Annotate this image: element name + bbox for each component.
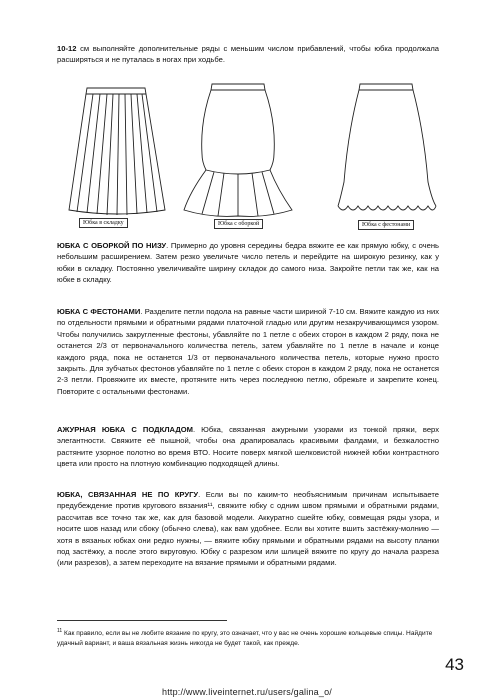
intro-text: см выполняйте дополнительные ряды с меньшим числом прибавлений, чтобы юбка продолжала расширяться и не путалась в ногах при ходьбе.: [57, 44, 439, 65]
section-heading: АЖУРНАЯ ЮБКА С ПОДКЛАДОМ: [57, 425, 193, 434]
page-number: 43: [445, 655, 464, 674]
intro-bold: 10-12: [57, 44, 77, 53]
section-scallops: [57, 306, 439, 397]
caption-flounce: Юбка с оборкой: [214, 219, 263, 229]
section-heading: ЮБКА, СВЯЗАННАЯ НЕ ПО КРУГУ: [57, 490, 199, 499]
caption-pleated: Юбка в складку: [79, 218, 128, 228]
footnote-mark: 11: [57, 628, 63, 634]
caption-scallops: Юбка с фестонами: [358, 220, 414, 230]
intro-paragraph: [57, 43, 439, 66]
footnote-text: Как правило, если вы не любите вязание по кругу, это означает, что у вас не очень хорошие кольцевые спицы. Найдите удачный вариант, и ваша вязальная жизнь никогда не будет такой, как прежде.: [57, 630, 433, 648]
section-heading: ЮБКА С ОБОРКОЙ ПО НИЗУ: [57, 241, 167, 250]
figure-pleated-skirt: [57, 86, 177, 226]
flounce-skirt-drawing: [180, 82, 300, 227]
section-lace: [57, 424, 439, 470]
scallop-skirt-drawing: [332, 82, 444, 222]
section-text: . Если вы по каким-то необъяснимым причинам испытываете предубеждение против кругового вязания¹¹, свяжите юбку с одним швом прямыми и обратными рядами, рассчитав все точно так же, как для базовой модели. Аккуратно сшейте юбку, совмещая ряды узора, и носите шов назад или сбоку (обычно слева), как вам удобнее. Если вы хотите вшить застёжку-молнию — хотя в вязаных юбках они редко нужны, — вяжите юбку прямыми и обратными рядами на высоту планки под застёжку, а после этого вкруговую. Юбку с разрезом или шлицей вяжите по кругу до начала разреза (или разрезов), а затем переходите на вязание прямыми и обратными рядами.: [57, 490, 439, 568]
section-flat: [57, 489, 439, 569]
section-flounce: [57, 240, 439, 286]
figure-flounce-skirt: [180, 82, 300, 227]
section-text: . Юбка, связанная ажурными узорами из тонкой пряжи, верх элегантности. Свяжите её пышной, чтобы она драпировалась красивыми фалдами, и безжалостно растяните узорное полотно во время ВТО. Носите поверх мягкой шелковистой нижней юбки контрастного цвета или просто на плотную комбинацию подходящей длины.: [57, 425, 439, 469]
footnote-divider: [57, 620, 227, 621]
watermark-url: http://www.liveinternet.ru/users/galina_o/: [162, 687, 332, 697]
section-text: . Разделите петли подола на равные части шириной 7-10 см. Вяжите каждую из них по отдельности прямыми и обратными рядами платочной гладью или другим незакручивающимся узором. Чтобы получились закругленные фестоны, убавляйте по 1 петле с обеих сторон в каждом 2 ряду, пока не останется 2/3 от первоначального количества петель, затем убавляйте по 1 петле в начале и конце каждого ряда, пока не останется 1/3 от первоначального количества петель, которые нужно просто закрыть. Для зубчатых фестонов убавляйте по 1 петле с обеих сторон в каждом 2 ряду, пока не останется 2-3 петли. Провяжите их вместе, протяните нить через последнюю петлю, обрежьте и закрепите конец. Повторите с остальными фестонами.: [57, 307, 439, 396]
pleated-skirt-drawing: [57, 86, 177, 226]
footnote: [57, 626, 447, 649]
section-text: . Примерно до уровня середины бедра вяжите ее как прямую юбку, с очень небольшим расширением. Затем резко увеличьте число петель и перейдите на широкую резинку, как у юбки в складку. Постоянно увеличивайте ширину складок до самого низа. Закройте петли так же, как на юбке в складку.: [57, 241, 439, 285]
figure-scallop-skirt: [332, 82, 444, 228]
section-heading: ЮБКА С ФЕСТОНАМИ: [57, 307, 141, 316]
